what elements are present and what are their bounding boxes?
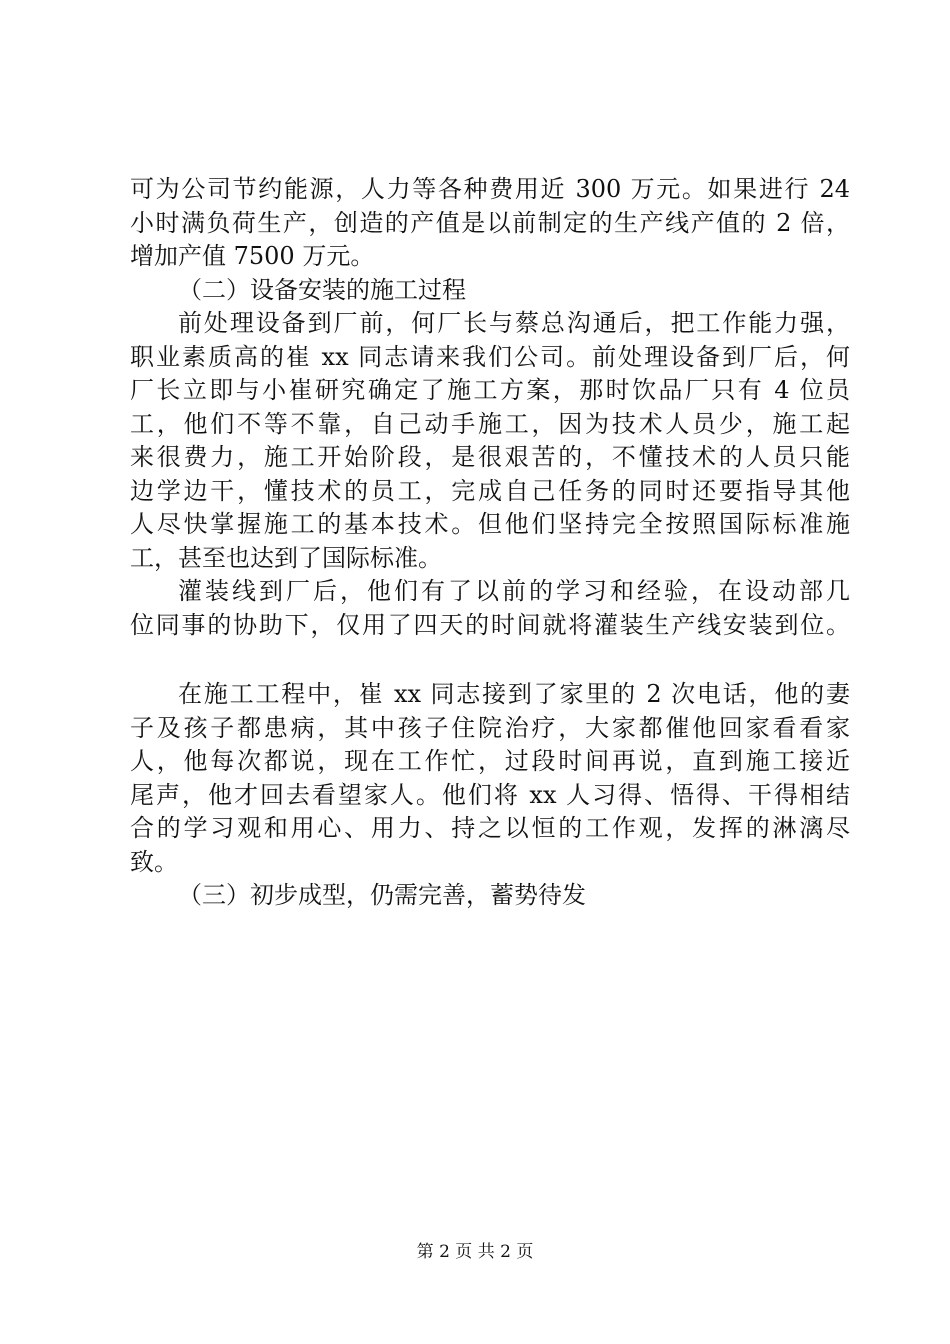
text-line: 尾声，他才回去看望家人。他们将 xx 人习得、悟得、干得相结 — [130, 780, 850, 809]
text-line: 小时满负荷生产，创造的产值是以前制定的生产线产值的 2 倍， — [130, 208, 850, 237]
text-line: 工，甚至也达到了国际标准。 — [130, 543, 442, 572]
text-line: 致。 — [130, 847, 178, 876]
paragraph-gap — [130, 642, 850, 678]
text-line: 可为公司节约能源，人力等各种费用近 300 万元。如果进行 24 — [130, 175, 850, 203]
text-line: 职业素质高的崔 xx 同志请来我们公司。前处理设备到厂后，何 — [130, 342, 850, 371]
text-line: 位同事的协助下，仅用了四天的时间就将灌装生产线安装到位。 — [130, 610, 850, 639]
text-line: 来很费力，施工开始阶段，是很艰苦的，不懂技术的人员只能 — [130, 443, 850, 471]
text-line: 合的学习观和用心、用力、持之以恒的工作观，发挥的淋漓尽 — [130, 814, 850, 842]
text-line: 灌装线到厂后，他们有了以前的学习和经验，在设动部几 — [178, 577, 850, 605]
text-line: 在施工工程中，崔 xx 同志接到了家里的 2 次电话，他的妻 — [178, 680, 850, 708]
document-body — [130, 173, 850, 913]
section-heading: （二）设备安装的施工过程 — [178, 275, 466, 304]
text-line: 前处理设备到厂前，何厂长与蔡总沟通后，把工作能力强， — [178, 309, 850, 337]
section-heading: （三）初步成型，仍需完善，蓄势待发 — [178, 881, 586, 909]
text-line: 人，他每次都说，现在工作忙，过段时间再说，直到施工接近 — [130, 747, 850, 775]
text-line: 子及孩子都患病，其中孩子住院治疗，大家都催他回家看看家 — [130, 713, 850, 742]
text-line: 边学边干，懂技术的员工，完成自己任务的同时还要指导其他 — [130, 476, 850, 505]
text-line: 工，他们不等不靠，自己动手施工，因为技术人员少，施工起 — [130, 409, 850, 438]
page-footer: 第 2 页 共 2 页 — [416, 1242, 534, 1262]
text-line: 增加产值 7500 万元。 — [130, 242, 375, 270]
text-line: 厂长立即与小崔研究确定了施工方案，那时饮品厂只有 4 位员 — [130, 376, 850, 404]
text-line: 人尽快掌握施工的基本技术。但他们坚持完全按照国际标准施 — [130, 510, 850, 538]
